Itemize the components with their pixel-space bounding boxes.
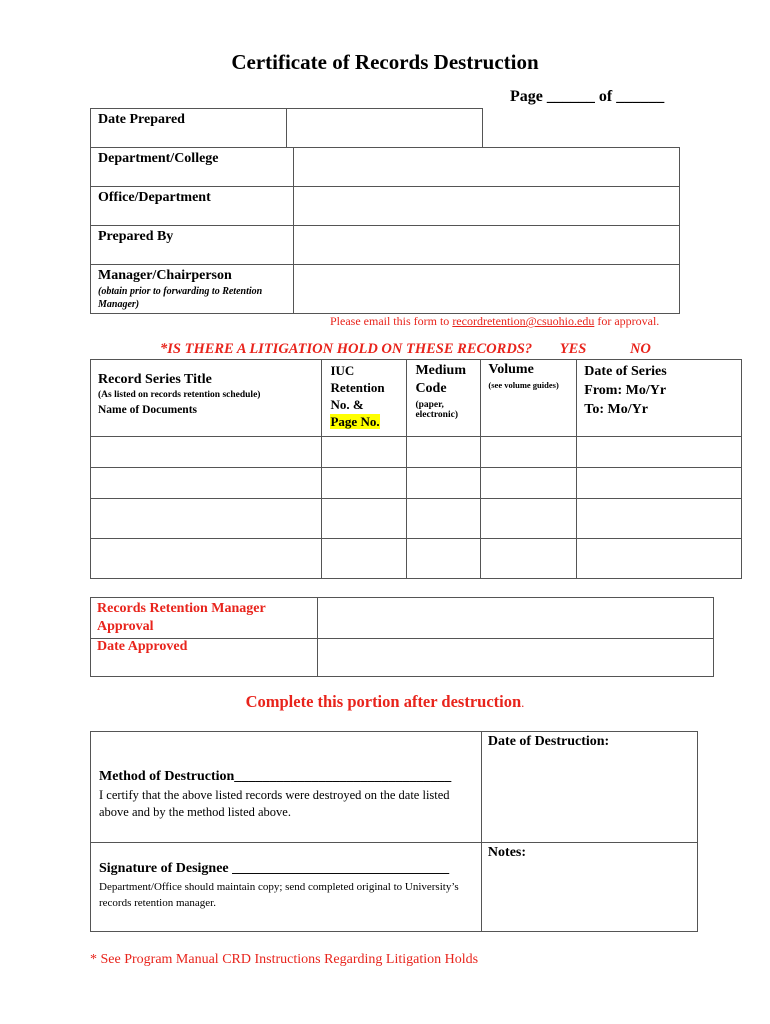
complete-note-period: . <box>521 695 525 710</box>
record-series-title: Record Series Title <box>98 372 212 387</box>
table-cell[interactable] <box>322 468 407 499</box>
litigation-question-text: *IS THERE A LITIGATION HOLD ON THESE RECORDS? <box>160 341 533 357</box>
signature-note: Department/Office should maintain copy; send completed original to University’s records retention manager. <box>99 881 459 909</box>
office-department-label: Office/Department <box>98 190 211 205</box>
manager-approval-label-cell <box>91 598 318 639</box>
records-table-header <box>91 360 742 437</box>
email-instruction-pre: Please email this form to <box>330 314 453 328</box>
method-of-destruction-cell <box>91 732 482 843</box>
date-prepared-label: Date Prepared <box>98 112 185 127</box>
table-cell[interactable] <box>91 499 322 539</box>
table-cell[interactable] <box>407 437 481 468</box>
medium-sub: (paper, electronic) <box>415 400 458 420</box>
date-of-destruction-label: Date of Destruction: <box>487 734 610 749</box>
iuc-line2: Retention <box>330 380 385 395</box>
approval-table <box>90 597 714 677</box>
table-cell[interactable] <box>407 468 481 499</box>
table-cell[interactable] <box>322 437 407 468</box>
department-college-field[interactable] <box>293 147 680 187</box>
page-title: Certificate of Records Destruction <box>231 50 539 74</box>
manager-approval-field[interactable] <box>317 598 713 639</box>
volume-sub: (see volume guides) <box>488 380 559 390</box>
destruction-table <box>90 731 698 932</box>
record-series-sub: (As listed on records retention schedule) <box>98 390 261 400</box>
medium-title1: Medium <box>415 363 466 378</box>
volume-title: Volume <box>488 362 534 377</box>
email-instruction-post: for approval. <box>594 314 660 328</box>
office-department-field[interactable] <box>293 186 680 226</box>
table-row <box>91 499 742 539</box>
table-cell[interactable] <box>322 499 407 539</box>
email-instruction <box>330 314 659 329</box>
office-department-label-cell <box>90 186 294 226</box>
medium-title2: Code <box>415 381 447 396</box>
manager-approval-label: Records Retention Manager Approval <box>97 601 266 634</box>
table-cell[interactable] <box>91 437 322 468</box>
table-cell[interactable] <box>481 539 577 579</box>
records-table <box>90 359 742 579</box>
date-series-line3: To: Mo/Yr <box>584 402 648 417</box>
table-cell[interactable] <box>577 539 742 579</box>
date-approved-label: Date Approved <box>97 639 188 654</box>
page-no-highlight: Page No. <box>330 414 380 429</box>
litigation-yes-option[interactable]: YES <box>559 341 587 357</box>
prepared-by-label-cell <box>90 225 294 265</box>
table-cell[interactable] <box>577 468 742 499</box>
table-cell[interactable] <box>481 437 577 468</box>
iuc-line3: No. & <box>330 397 364 412</box>
table-row <box>91 437 742 468</box>
date-series-line2: From: Mo/Yr <box>584 383 667 398</box>
table-row <box>91 468 742 499</box>
header-record-series <box>91 360 322 437</box>
date-of-destruction-cell[interactable] <box>481 732 697 843</box>
complete-after-destruction-note <box>0 692 770 712</box>
table-row <box>91 539 742 579</box>
table-cell[interactable] <box>407 539 481 579</box>
header-iuc-retention <box>322 360 407 437</box>
date-prepared-field[interactable] <box>286 108 483 148</box>
notes-cell[interactable] <box>481 843 697 932</box>
signature-cell <box>91 843 482 932</box>
date-approved-label-cell <box>91 639 318 677</box>
name-of-documents-label: Name of Documents <box>98 404 198 416</box>
table-cell[interactable] <box>91 539 322 579</box>
table-cell[interactable] <box>481 468 577 499</box>
table-cell[interactable] <box>577 437 742 468</box>
table-cell[interactable] <box>481 499 577 539</box>
header-date-series <box>577 360 742 437</box>
prepared-by-field[interactable] <box>293 225 680 265</box>
notes-label: Notes: <box>487 845 527 860</box>
date-series-line1: Date of Series <box>584 364 667 379</box>
prepared-by-label: Prepared By <box>98 229 174 244</box>
department-college-label: Department/College <box>98 151 219 166</box>
table-cell[interactable] <box>91 468 322 499</box>
litigation-hold-question <box>160 341 651 358</box>
header-volume <box>481 360 577 437</box>
method-of-destruction-label[interactable]: Method of Destruction_______________________________ <box>99 769 452 784</box>
manager-chairperson-field[interactable] <box>293 264 680 314</box>
certify-statement: I certify that the above listed records were destroyed on the date listed above and by the method listed above. <box>99 788 450 819</box>
manager-chairperson-label-cell <box>90 264 294 314</box>
table-cell[interactable] <box>407 499 481 539</box>
email-link[interactable]: recordretention@csuohio.edu <box>452 314 595 328</box>
complete-note-text: Complete this portion after destruction <box>245 692 522 711</box>
department-college-label-cell <box>90 147 294 187</box>
date-approved-field[interactable] <box>317 639 713 677</box>
signature-of-designee-label[interactable]: Signature of Designee _______________________________ <box>99 861 450 876</box>
header-medium-code <box>407 360 481 437</box>
date-prepared-label-cell <box>90 108 287 148</box>
footnote-litigation-holds: * See Program Manual CRD Instructions Regarding Litigation Holds <box>90 952 479 967</box>
manager-chairperson-note: (obtain prior to forwarding to Retention Manager) <box>98 286 263 310</box>
iuc-line1: IUC <box>330 363 355 378</box>
table-cell[interactable] <box>577 499 742 539</box>
litigation-no-option[interactable]: NO <box>629 341 651 357</box>
manager-chairperson-label: Manager/Chairperson <box>98 268 232 283</box>
page-number-line: Page ______ of ______ <box>510 88 665 105</box>
table-cell[interactable] <box>322 539 407 579</box>
